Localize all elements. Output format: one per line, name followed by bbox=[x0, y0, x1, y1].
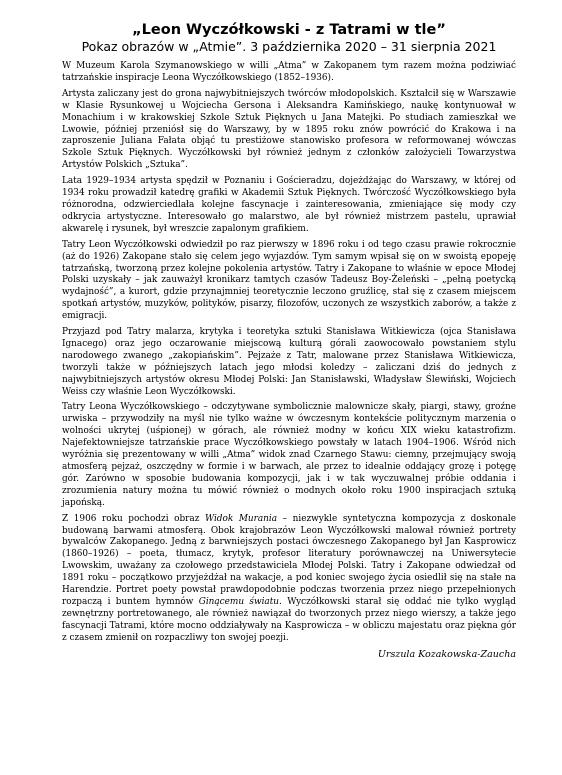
paragraph-witkiewicz: Przyjazd pod Tatry malarza, krytyka i teoretyka sztuki Stanisława Witkiewicza (ojca Stanisława Ignacego) oraz jego oczarowanie miejscową kulturą górali zaowocowało powstaniem stylu narodowego zwanego „zakopiańskim”. Pejzaże z Tatr, malowane przez Stanisława Witkiewicza, tworzyli także w późniejszych latach jego młodsi koledzy – zaliczani dziś do jednych z najwybitniejszych artystów okresu Młodej Polski: Jan Stanisławski, Władysław Ślewiński, Wojciech Weiss czy właśnie Leon Wyczółkowski. bbox=[62, 327, 516, 397]
paragraph-intro: W Muzeum Karola Szymanowskiego w willi „Atma” w Zakopanem tym razem można podziwiać tatrzańskie inspiracje Leona Wyczółkowskiego (1852–1936). bbox=[62, 61, 516, 83]
paragraph-later-years: Lata 1929–1934 artysta spędził w Poznaniu i Gościeradzu, dojeżdżając do Warszawy, w której od 1934 roku prowadził katedrę grafiki w Akademii Sztuk Pięknych. Twórczość Wyczółkowskiego była różnorodna, odzwierciedlała kolejne fascynacje i zainteresowania, zmieniające się mody czy odkrycia artystyczne. Interesowało go malarstwo, ale był również mistrzem pastelu, uprawiał akwarelę i rysunek, był wreszcie zapalonym grafikiem. bbox=[62, 176, 516, 234]
document-title: „Leon Wyczółkowski - z Tatrami w tle” bbox=[132, 22, 446, 38]
paragraph-portraits-text-b: – niezwykle syntetyczna kompozycja z doskonale budowaną barwami atmosferą. Obok krajobrazów Leon Wyczółkowski malował również portrety bywalców Zakopanego. Jedną z barwniejszych postaci ówczesnego Zakopanego był Jan Kasprowicz (1860–1926) – poeta, tłumacz, krytyk, profesor literatury porównawczej na Uniwersytecie Lwowskim, uważany za czołowego przedstawiciela Młodej Polski. Tatry i Zakopane odwiedzał od 1891 roku – początkowo przyjeżdżał na wakacje, a pod koniec swojego życia osiedlił się na stałe na Harendzie. Portret poety powstał prawdopodobnie podczas tworzenia przez niego przepełnionych rozpaczą i buntem hymnów bbox=[62, 513, 516, 607]
painting-title-widok-murania: Widok Murania bbox=[205, 513, 278, 524]
paragraph-portraits bbox=[62, 514, 516, 645]
paragraph-tatra-visits: Tatry Leon Wyczółkowski odwiedził po raz pierwszy w 1896 roku i od tego czasu prawie rokrocznie (aż do 1926) Zakopane stało się celem jego wyjazdów. Tym samym wpisał się on w swoistą epopeję tatrzańską, tworzoną przez kolejne pokolenia artystów. Tatry i Zakopane to właśnie w epoce Młodej Polski uzyskały – jak zauważył kronikarz tamtych czasów Tadeusz Boy-Żeleński – „pełną poetycką wydajność”, a kurort, gdzie przynajmniej teoretycznie leczono gruźlicę, stał się z czasem miejscem spotkań artystów, muzyków, polityków, pisarzy, filozofów, uczonych ze wszystkich zaborów, a także z emigracji. bbox=[62, 239, 516, 322]
paragraph-symbolism: Tatry Leona Wyczółkowskiego – odczytywane symbolicznie malownicze skały, piargi, stawy, groźne urwiska – przywodziły na myśl nie tylko ważne w ówczesnym kontekście politycznym marzenia o wolności ukrytej (uśpionej) w górach, ale również modny w końcu XIX wieku katastrofizm. Najefektowniejsze tatrzańskie prace Wyczółkowskiego powstały w latach 1904–1906. Wśród nich wyróżnia się prezentowany w willi „Atma” widok znad Czarnego Stawu: ciemny, przejmujący swoją atmosferą pejzaż, oszczędny w formie i w barwach, ale przez to idealnie oddający grozę i potęgę gór. Zarówno w sposobie budowania kompozycji, jak i w tak wyczuwalnej próbie oddania i zrozumienia natury można tu mówić również o modnych około roku 1900 inspiracjach sztuką japońską. bbox=[62, 402, 516, 508]
paragraph-portraits-text-c: . Wyczółkowski starał się oddać nie tylko wygląd zewnętrzny portretowanego, ale również nawiązał do tworzonych przez niego wierszy, a także jego fascynacji Tatrami, które mocno oddziaływały na Kasprowicza – w obliczu majestatu oraz piękna gór z czasem zmienił on rozpaczliwy ton swojej poezji. bbox=[62, 596, 516, 643]
document-body bbox=[62, 61, 516, 645]
document-subtitle: Pokaz obrazów w „Atmie”. 3 października 2020 – 31 sierpnia 2021 bbox=[81, 39, 497, 54]
author-signature: Urszula Kozakowska-Zaucha bbox=[377, 648, 516, 660]
hymn-title-ginacemu-swiatu: Ginącemu światu bbox=[198, 596, 279, 607]
paragraph-portraits-text-a: Z 1906 roku pochodzi obraz bbox=[62, 513, 205, 524]
paragraph-education: Artysta zaliczany jest do grona najwybitniejszych twórców młodopolskich. Kształcił się w Warszawie w Klasie Rysunkowej u Wojciecha Gersona i Aleksandra Kamińskiego, naukę kontynuował w Monachium i w krakowskiej Szkole Sztuk Pięknych u Jana Matejki. Po studiach zamieszkał we Lwowie, później przeniósł się do Warszawy, by w 1895 roku znów powrócić do Krakowa i na zaproszenie Juliana Fałata objąć tu prestiżowe stanowisko profesora w reformowanej wówczas Szkole Sztuk Pięknych. Wyczółkowski był również jednym z członków założycieli Towarzystwa Artystów Polskich „Sztuka”. bbox=[62, 88, 516, 171]
